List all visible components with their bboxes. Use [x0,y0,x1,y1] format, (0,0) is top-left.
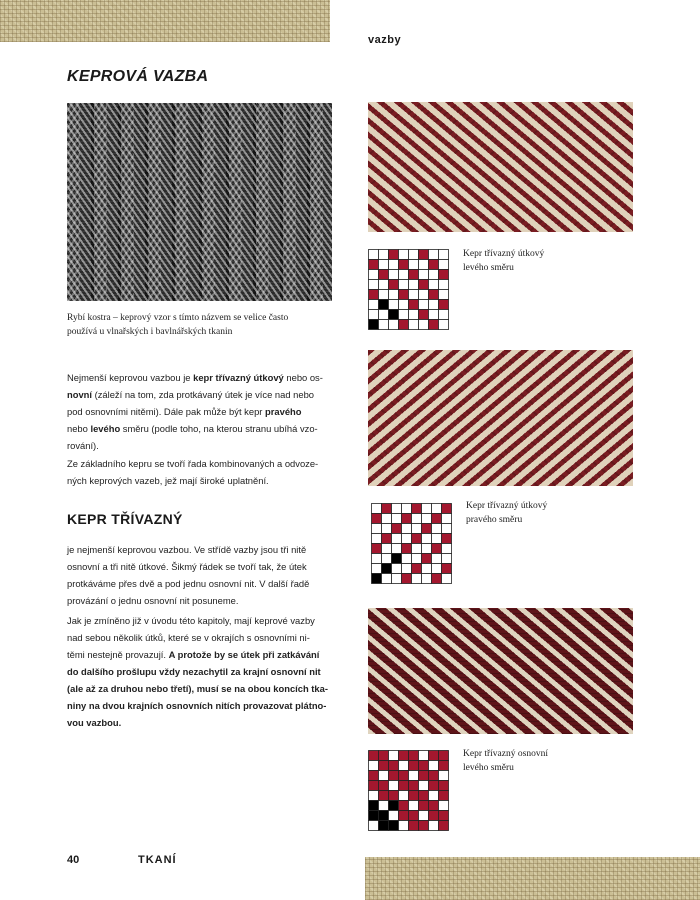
weave-cell [392,544,402,554]
weave-cell [379,761,389,771]
weave-cell [389,771,399,781]
weave-cell [439,771,449,781]
weave-cell [369,290,379,300]
weave-cell [409,260,419,270]
weave-cell [439,310,449,320]
text-line: pod osnovními nitěmi). Dále pak může být kepr pravého [67,406,302,417]
weave-cell [389,761,399,771]
weave-cell [389,290,399,300]
text-line: těmi nestejně provazují. A protože by se útek při zatkávání [67,649,320,660]
weave-cell [419,270,429,280]
weave-cell [412,554,422,564]
weave-cell [389,821,399,831]
weave-cell [419,791,429,801]
weave-cell [379,270,389,280]
text-line: osnovní a tři nitě útkové. Šikmý řádek se tvoří tak, že útek [67,561,307,572]
weave-cell [369,270,379,280]
caption-line: Kepr třívazný útkový [463,249,545,259]
weave-cell [409,791,419,801]
weave-cell [402,574,412,584]
weave-cell [379,300,389,310]
weave-cell [419,290,429,300]
weave-cell [389,751,399,761]
weave-cell [372,544,382,554]
weave-cell [432,574,442,584]
weave-cell [429,811,439,821]
diagram-caption [463,247,593,275]
weave-cell [409,781,419,791]
weave-cell [409,310,419,320]
weave-cell [439,821,449,831]
weave-cell [372,534,382,544]
weave-cell [429,771,439,781]
text-line: je nejmenší keprovou vazbou. Ve střídě vazby jsou tři nitě [67,544,307,555]
weave-cell [412,544,422,554]
weave-cell [442,524,452,534]
weave-cell [439,270,449,280]
weave-cell [382,564,392,574]
text-line: vou vazbou. [67,717,122,728]
weave-cell [429,801,439,811]
weave-cell [399,310,409,320]
weave-cell [382,524,392,534]
weave-cell [419,320,429,330]
weave-cell [422,544,432,554]
body-paragraph-2 [67,612,342,731]
weave-cell [369,821,379,831]
weave-cell [439,260,449,270]
weave-cell [439,781,449,791]
weave-cell [439,280,449,290]
section-tag: vazby [368,34,402,46]
weave-cell [399,260,409,270]
weave-cell [419,300,429,310]
weave-cell [419,260,429,270]
weave-cell [402,554,412,564]
weave-cell [419,280,429,290]
text-line: do dalšího prošlupu vždy nezachytil za krajní osnovní nit [67,666,321,677]
text-line: nad sebou několik útků, které se v okrajích s osnovními ni- [67,632,310,643]
weave-cell [399,811,409,821]
weave-cell [412,504,422,514]
weave-cell [419,751,429,761]
weave-cell [399,821,409,831]
weave-cell [369,320,379,330]
weave-cell [379,260,389,270]
weave-cell [389,320,399,330]
weave-cell [429,761,439,771]
weave-cell [432,564,442,574]
weave-cell [372,504,382,514]
weave-diagram-warp-left [367,749,450,832]
weave-cell [409,801,419,811]
weave-cell [419,250,429,260]
weave-cell [399,791,409,801]
weave-cell [442,514,452,524]
weave-cell [399,300,409,310]
page-title: KEPROVÁ VAZBA [67,68,209,85]
weave-cell [399,250,409,260]
weave-cell [419,310,429,320]
text-line: rování). [67,440,99,451]
text-line: protkáváme přes dvě a pod jednu osnovní nit. V další řadě [67,578,310,589]
weave-cell [379,811,389,821]
weave-cell [389,250,399,260]
weave-cell [429,270,439,280]
weave-cell [392,534,402,544]
weave-cell [442,574,452,584]
weave-cell [389,310,399,320]
weave-cell [409,771,419,781]
weave-cell [372,564,382,574]
twill-fabric-photo-warp-left [368,608,633,734]
caption-line: používá u vlnařských i bavlnářských tkanin [67,327,233,337]
weave-cell [392,554,402,564]
weave-cell [389,801,399,811]
weave-cell [389,280,399,290]
weave-cell [379,821,389,831]
weave-cell [402,544,412,554]
weave-cell [399,801,409,811]
weave-cell [442,564,452,574]
herringbone-fabric-photo [67,103,332,301]
weave-cell [439,751,449,761]
intro-paragraph [67,369,342,454]
weave-cell [369,300,379,310]
weave-cell [402,514,412,524]
weave-cell [429,250,439,260]
weave-cell [422,524,432,534]
weave-cell [399,270,409,280]
weave-cell [412,574,422,584]
weave-cell [369,260,379,270]
weave-cell [399,751,409,761]
weave-cell [389,260,399,270]
weave-cell [399,280,409,290]
weave-cell [432,554,442,564]
weave-cell [382,544,392,554]
text-line: Jak je zmíněno již v úvodu této kapitoly, mají keprové vazby [67,615,315,626]
weave-cell [439,761,449,771]
weave-cell [399,761,409,771]
weave-cell [442,544,452,554]
weave-cell [409,751,419,761]
weave-cell [389,270,399,280]
weave-cell [382,504,392,514]
weave-diagram-weft-right [370,502,453,585]
weave-cell [409,761,419,771]
weave-cell [422,564,432,574]
weave-cell [412,534,422,544]
text-line: novní (záleží na tom, zda protkávaný útek je více nad nebo [67,389,315,400]
text-line: niny na dvou krajních osnovních nitích provazovat plátno- [67,700,327,711]
weave-cell [422,554,432,564]
weave-cell [369,751,379,761]
weave-cell [402,524,412,534]
weave-cell [379,250,389,260]
weave-cell [439,300,449,310]
weave-cell [439,320,449,330]
text-line: ných keprových vazeb, jež mají široké uplatnění. [67,475,269,486]
weave-cell [389,791,399,801]
weave-cell [402,504,412,514]
weave-cell [419,771,429,781]
weave-cell [382,514,392,524]
weave-cell [429,260,439,270]
weave-cell [379,751,389,761]
weave-cell [382,534,392,544]
weave-cell [409,280,419,290]
weave-cell [379,290,389,300]
twill-fabric-photo-weft-left [368,102,633,232]
weave-cell [379,320,389,330]
weave-cell [429,791,439,801]
weave-cell [429,300,439,310]
weave-cell [382,574,392,584]
weave-cell [419,761,429,771]
caption-line: Kepr třívazný osnovní [463,749,548,759]
weave-cell [419,801,429,811]
weave-cell [422,514,432,524]
caption-line: Rybí kostra – keprový vzor s tímto názvem se velice často [67,313,289,323]
diagram-caption [463,747,593,775]
weave-cell [379,791,389,801]
weave-cell [379,280,389,290]
weave-cell [392,504,402,514]
weave-cell [402,534,412,544]
weave-cell [442,534,452,544]
weave-cell [409,270,419,280]
weave-cell [429,821,439,831]
burlap-texture-banner-top [0,0,330,42]
weave-cell [409,250,419,260]
weave-cell [372,514,382,524]
weave-cell [399,320,409,330]
herringbone-caption [67,311,342,339]
weave-cell [432,504,442,514]
weave-cell [389,781,399,791]
caption-line: levého směru [463,263,514,273]
footer-chapter-title: TKANÍ [138,854,177,866]
weave-cell [379,781,389,791]
caption-line: pravého směru [466,515,523,525]
weave-cell [392,514,402,524]
weave-cell [402,564,412,574]
weave-cell [439,290,449,300]
twill-fabric-photo-weft-right [368,350,633,486]
intro-paragraph-2 [67,455,342,489]
weave-cell [442,554,452,564]
weave-cell [369,791,379,801]
weave-cell [412,524,422,534]
weave-cell [409,300,419,310]
page-number: 40 [67,854,80,866]
body-paragraph-1 [67,541,342,609]
weave-cell [422,574,432,584]
caption-line: levého směru [463,763,514,773]
weave-cell [429,290,439,300]
weave-cell [389,811,399,821]
weave-cell [429,320,439,330]
weave-cell [392,524,402,534]
weave-cell [372,554,382,564]
weave-cell [389,300,399,310]
weave-cell [379,801,389,811]
weave-cell [379,310,389,320]
burlap-texture-banner-bottom [365,857,700,900]
weave-cell [412,514,422,524]
weave-cell [412,564,422,574]
weave-cell [372,574,382,584]
weave-cell [439,811,449,821]
weave-cell [392,574,402,584]
weave-cell [369,761,379,771]
weave-cell [439,791,449,801]
weave-cell [379,771,389,781]
weave-cell [399,781,409,791]
text-line: (ale až za druhou nebo třetí), musí se na obou koncích tka- [67,683,328,694]
weave-cell [429,310,439,320]
section-heading: KEPR TŘÍVAZNÝ [67,511,183,527]
weave-cell [432,524,442,534]
weave-cell [409,320,419,330]
weave-cell [422,504,432,514]
weave-cell [409,811,419,821]
weave-cell [369,771,379,781]
weave-cell [432,534,442,544]
diagram-caption [466,499,596,527]
weave-cell [409,290,419,300]
weave-cell [422,534,432,544]
weave-cell [429,781,439,791]
weave-cell [392,564,402,574]
weave-cell [369,280,379,290]
weave-cell [419,811,429,821]
weave-cell [372,524,382,534]
weave-cell [382,554,392,564]
weave-cell [419,781,429,791]
weave-cell [439,801,449,811]
text-line: Nejmenší keprovou vazbou je kepr třívazný útkový nebo os- [67,372,323,383]
text-line: Ze základního kepru se tvoří řada kombinovaných a odvoze- [67,458,319,469]
weave-cell [369,250,379,260]
weave-cell [399,771,409,781]
weave-diagram-weft-left [367,248,450,331]
caption-line: Kepr třívazný útkový [466,501,548,511]
weave-cell [432,514,442,524]
weave-cell [409,821,419,831]
weave-cell [369,811,379,821]
weave-cell [432,544,442,554]
weave-cell [429,280,439,290]
weave-cell [419,821,429,831]
text-line: provázání o jednu osnovní nit posuneme. [67,595,239,606]
text-line: nebo levého směru (podle toho, na kterou stranu ubíhá vzo- [67,423,318,434]
weave-cell [442,504,452,514]
weave-cell [369,781,379,791]
weave-cell [439,250,449,260]
weave-cell [399,290,409,300]
weave-cell [429,751,439,761]
weave-cell [369,801,379,811]
weave-cell [369,310,379,320]
